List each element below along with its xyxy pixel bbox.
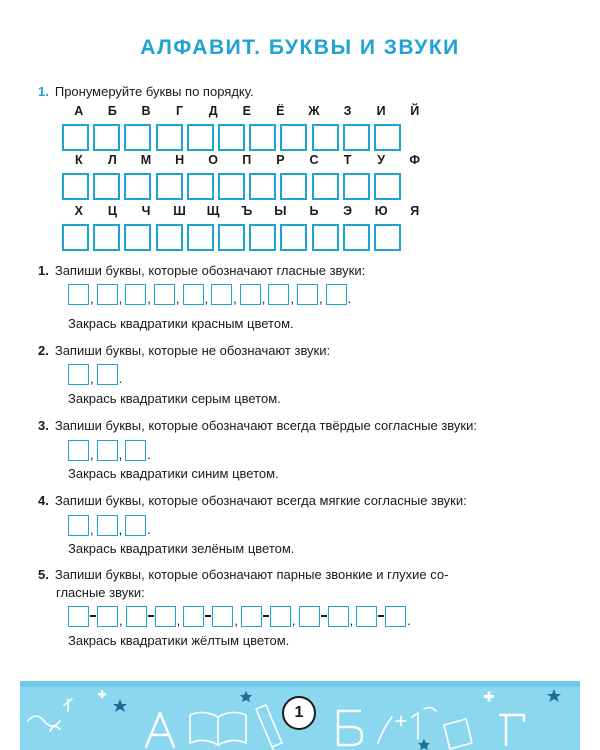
alphabet-letter: Ы [274,204,287,218]
answer-box[interactable] [218,124,245,151]
answer-box[interactable] [241,606,262,627]
alphabet-letters-row-1 [62,104,432,122]
comma: , [204,291,209,306]
alphabet-letter: Я [410,204,420,218]
answer-box[interactable] [68,364,89,385]
subtask-3-question: Запиши буквы, которые обозначают всегда твёрдые согласные звуки: [54,418,477,433]
answer-box[interactable] [187,224,214,251]
subtask-4-boxes [68,515,154,536]
answer-box[interactable] [280,124,307,151]
answer-box[interactable] [268,284,289,305]
comma: , [175,291,180,306]
answer-box[interactable] [156,224,183,251]
subtask-1-question: Запиши буквы, которые обозначают гласные звуки: [54,263,366,278]
letter-g-icon [500,715,524,745]
period: . [147,522,151,537]
subtask-5-pairs [68,606,414,627]
subtask-1-text [38,262,558,280]
subtask-5-text [38,566,558,602]
alphabet-letter: Ч [141,204,151,218]
footer-band [20,681,580,687]
answer-box[interactable] [97,515,118,536]
comma: , [319,291,323,306]
answer-box[interactable] [356,606,377,627]
alphabet-letter: Д [208,104,218,118]
answer-box[interactable] [97,440,118,461]
answer-box[interactable] [97,284,118,305]
answer-box[interactable] [249,124,276,151]
comma: , [90,522,94,537]
subtask-4-number: 4. [38,493,49,508]
alphabet-letters-row-3 [62,204,432,222]
answer-box[interactable] [374,224,401,251]
alphabet-row-1 [62,104,432,151]
alphabet-letter: Г [176,104,184,118]
formula-doodle-icon [28,699,72,731]
answer-box[interactable] [312,173,339,200]
alphabet-letter: О [208,153,219,167]
answer-boxes-row-1 [62,124,432,151]
subtask-2-number: 2. [38,343,49,358]
subtask-3-note: Закрась квадратики синим цветом. [68,466,279,481]
subtask-5-note: Закрась квадратики жёлтым цветом. [68,633,290,648]
comma: , [349,613,354,628]
alphabet-letter: Н [175,153,185,167]
comma: , [234,613,238,628]
subtask-4-text [38,492,558,510]
alphabet-letter: Ъ [241,204,253,218]
alphabet-letter: К [74,153,83,167]
alphabet-letter: Ё [276,104,285,118]
answer-box[interactable] [68,284,89,305]
alphabet-letter: З [343,104,352,118]
period: . [118,371,123,386]
answer-box[interactable] [374,173,401,200]
answer-box[interactable] [156,124,183,151]
subtask-3-text [38,417,558,435]
answer-box[interactable] [93,124,120,151]
answer-box[interactable] [280,224,307,251]
alphabet-letter: Щ [206,204,220,218]
answer-box[interactable] [68,515,89,536]
subtask-5-question-line-1: Запиши буквы, которые обозначают парные звонкие и глухие со- [54,567,449,582]
book-icon [444,719,472,749]
alphabet-letter: Ц [107,204,117,218]
answer-box[interactable] [312,224,339,251]
pair-boxes [183,606,233,627]
alphabet-letter: У [377,153,386,167]
subtask-2-boxes [68,364,125,385]
answer-box[interactable] [328,606,349,627]
alphabet-letter: В [141,104,151,118]
answer-box[interactable] [62,173,89,200]
answer-box[interactable] [125,284,146,305]
period: . [407,613,411,628]
pair-boxes [68,606,118,627]
answer-box[interactable] [156,173,183,200]
subtask-3-boxes [68,440,154,461]
answer-box[interactable] [187,173,214,200]
comma: , [118,522,123,537]
comma: , [291,613,296,628]
letter-b-icon [338,711,362,745]
answer-box[interactable] [93,173,120,200]
page-title: АЛФАВИТ. БУКВЫ И ЗВУКИ [140,36,460,59]
comma: , [90,447,94,462]
dash [263,615,269,617]
page-number: 1 [282,696,316,730]
answer-box[interactable] [211,284,232,305]
period: . [147,447,151,462]
alphabet-letter: Ю [374,204,388,218]
answer-box[interactable] [124,224,151,251]
comma: , [261,291,266,306]
task-1-number: 1. [38,84,49,99]
period: . [347,291,352,306]
answer-box[interactable] [187,124,214,151]
answer-box[interactable] [62,224,89,251]
alphabet-letters-row-2 [62,153,432,171]
answer-box[interactable] [155,606,176,627]
comma: , [90,371,94,386]
alphabet-letter: Л [108,153,117,167]
answer-box[interactable] [212,606,233,627]
subtask-1-number: 1. [38,263,49,278]
alphabet-letter: Ш [173,204,186,218]
one-plus-one-icon [378,707,436,743]
alphabet-letter: Х [74,204,83,218]
answer-box[interactable] [154,284,175,305]
alphabet-letter: Е [242,104,251,118]
alphabet-letter: И [376,104,386,118]
subtask-4-note: Закрась квадратики зелёным цветом. [68,541,295,556]
pair-boxes [299,606,349,627]
dash [378,615,384,617]
answer-box[interactable] [326,284,347,305]
subtask-1-boxes [68,284,354,305]
alphabet-letter: Р [276,153,285,167]
subtask-2-note: Закрась квадратики серым цветом. [68,391,281,406]
answer-box[interactable] [240,284,261,305]
answer-box[interactable] [97,364,118,385]
answer-boxes-row-2 [62,173,432,200]
comma: , [233,291,237,306]
answer-box[interactable] [68,440,89,461]
answer-box[interactable] [62,124,89,151]
subtask-5-number: 5. [38,567,49,582]
alphabet-letter: Й [410,104,420,118]
answer-box[interactable] [97,606,118,627]
alphabet-letter: Ж [308,104,320,118]
subtask-5-question-line-2: гласные звуки: [56,585,145,600]
open-book-icon [190,712,246,745]
answer-box[interactable] [125,440,146,461]
alphabet-letter: М [140,153,152,167]
pencil-icon [256,705,282,750]
subtask-2-text [38,342,558,360]
answer-box[interactable] [374,124,401,151]
comma: , [90,291,94,306]
answer-box[interactable] [126,606,147,627]
answer-box[interactable] [124,124,151,151]
comma: , [290,291,294,306]
alphabet-letter: А [74,104,84,118]
answer-box[interactable] [125,515,146,536]
answer-box[interactable] [297,284,318,305]
comma: , [118,291,123,306]
alphabet-letter: Ь [309,204,319,218]
answer-box[interactable] [343,124,370,151]
comma: , [176,613,181,628]
pair-boxes [356,606,406,627]
alphabet-letter: Т [343,153,352,167]
answer-box[interactable] [299,606,320,627]
alphabet-letter: Б [107,104,117,118]
comma: , [119,613,123,628]
answer-box[interactable] [124,173,151,200]
task-1-heading [38,84,254,99]
answer-box[interactable] [183,606,204,627]
subtask-1-note: Закрась квадратики красным цветом. [68,316,294,331]
answer-box[interactable] [280,173,307,200]
alphabet-letter: Э [343,204,352,218]
answer-box[interactable] [68,606,89,627]
answer-box[interactable] [249,173,276,200]
comma: , [118,447,123,462]
dash [205,615,211,617]
answer-box[interactable] [343,224,370,251]
pair-boxes [241,606,291,627]
alphabet-row-2 [62,153,432,200]
task-1-text: Пронумеруйте буквы по порядку. [54,84,254,99]
answer-box[interactable] [218,224,245,251]
subtask-3-number: 3. [38,418,49,433]
subtask-4-question: Запиши буквы, которые обозначают всегда мягкие согласные звуки: [54,493,467,508]
answer-box[interactable] [312,124,339,151]
answer-boxes-row-3 [62,224,432,251]
answer-box[interactable] [218,173,245,200]
letter-a-icon [146,713,174,747]
dash [148,615,154,617]
alphabet-letter: С [309,153,319,167]
pair-boxes [126,606,176,627]
dash [90,615,96,617]
alphabet-letter: Ф [409,153,421,167]
alphabet-letter: П [242,153,252,167]
answer-box[interactable] [385,606,406,627]
dash [321,615,327,617]
answer-box[interactable] [343,173,370,200]
subtask-2-question: Запиши буквы, которые не обозначают звуки: [54,343,331,358]
alphabet-row-3 [62,204,432,251]
answer-box[interactable] [270,606,291,627]
answer-box[interactable] [93,224,120,251]
answer-box[interactable] [249,224,276,251]
comma: , [147,291,151,306]
answer-box[interactable] [183,284,204,305]
